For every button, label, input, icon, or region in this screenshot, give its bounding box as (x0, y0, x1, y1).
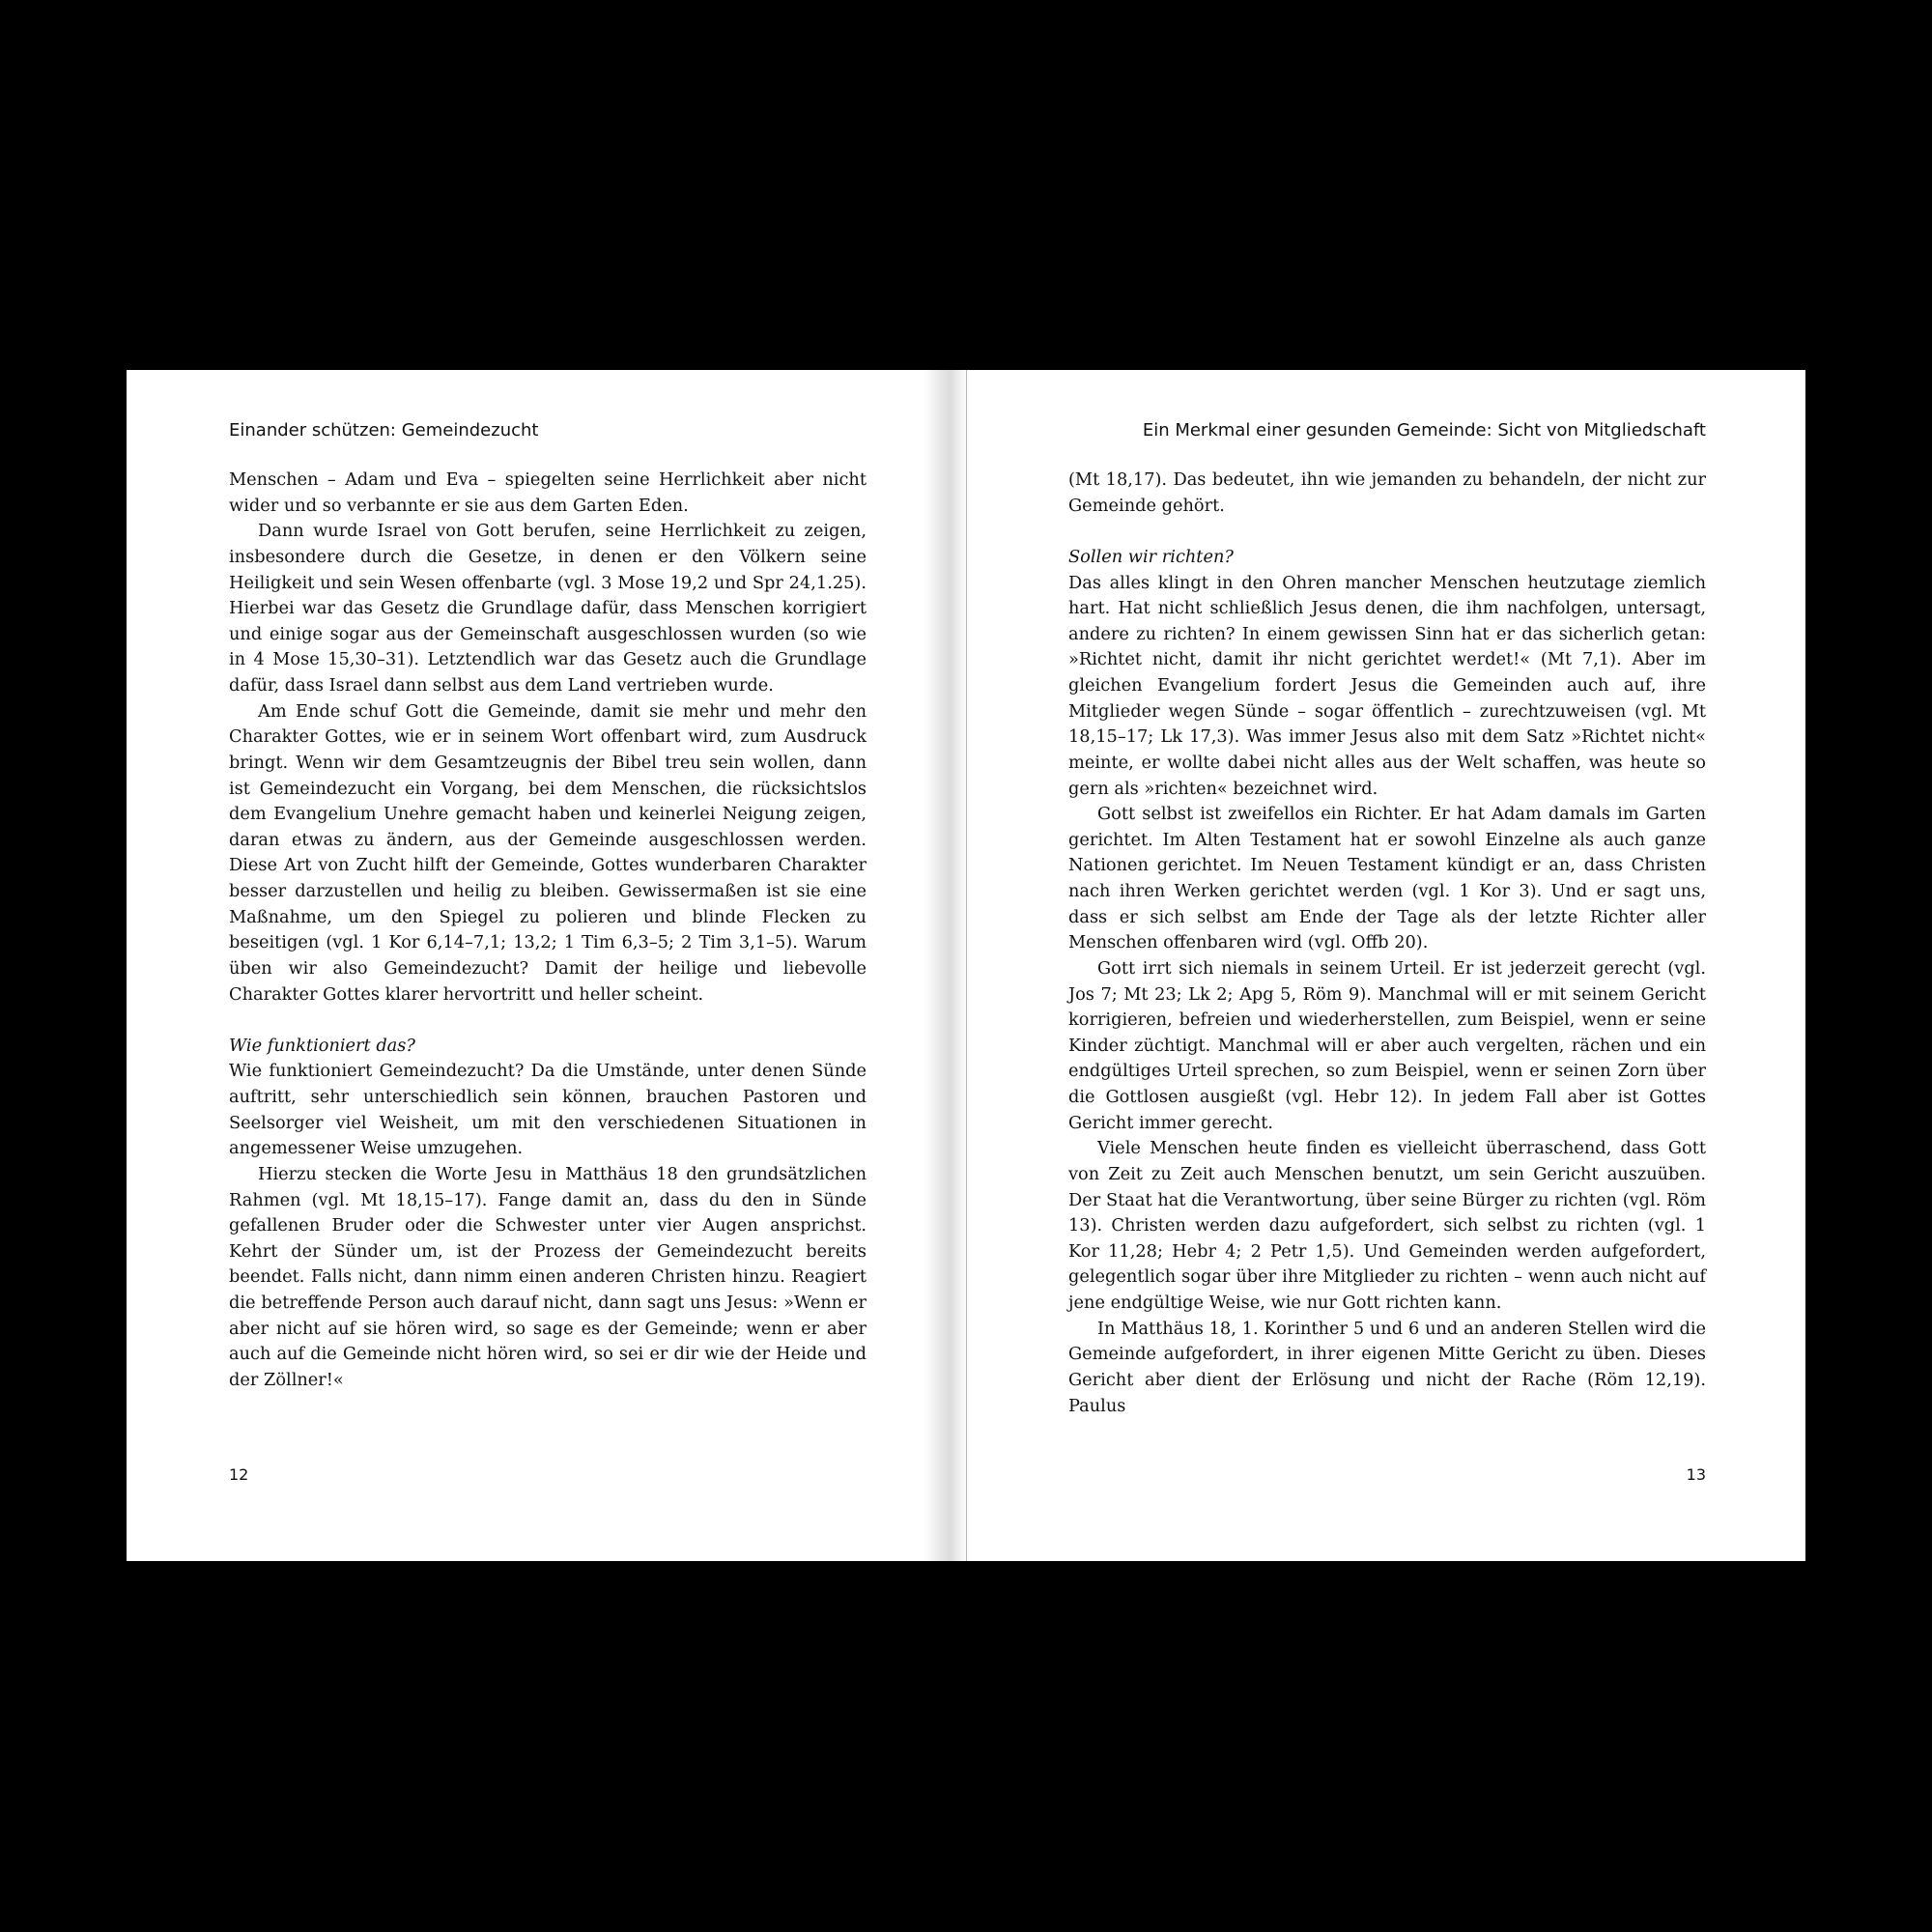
paragraph: Dann wurde Israel von Gott berufen, seine Herrlichkeit zu zeigen, insbesondere durch die Gesetze, in denen er den Völkern seine Heiligkeit und sein Wesen offenbarte (vgl. 3 Mose 19,2 und Spr 24,1.25). Hierbei war das Gesetz die Grundlage dafür, dass Menschen korrigiert und einige sogar aus der Gemeinschaft ausgeschlossen wurden (so wie in 4 Mose 15,30–31). Letztendlich war das Gesetz auch die Grundlage dafür, dass Israel dann selbst aus dem Land vertrieben wurde. (229, 522, 867, 696)
left-page (229, 370, 867, 1561)
paragraph: Am Ende schuf Gott die Gemeinde, damit sie mehr und mehr den Charakter Gottes, wie er in seinem Wort offenbart wird, zum Ausdruck bringt. Wenn wir dem Gesamtzeugnis der Bibel treu sein wollen, dann ist Gemeindezucht ein Vorgang, bei dem Menschen, die rücksichtslos dem Evangelium Unehre gemacht haben und keinerlei Neigung zeigen, daran etwas zu ändern, aus der Gemeinde ausgeschlossen werden. Diese Art von Zucht hilft der Gemeinde, Gottes wunderbaren Charakter besser darzustellen und heilig zu bleiben. Gewissermaßen ist sie eine Maßnahme, um den Spiegel zu polieren und blinde Flecken zu beseitigen (vgl. 1 Kor 6,14–7,1; 13,2; 1 Tim 6,3–5; 2 Tim 3,1–5). Warum üben wir also Gemeindezucht? Damit der heilige und liebevolle Charakter Gottes klarer hervortritt und heller scheint. (229, 701, 867, 1005)
page-body (1068, 468, 1706, 1419)
paragraph: Menschen – Adam und Eva – spiegelten seine Herrlichkeit aber nicht wider und so verbannte er sie aus dem Garten Eden. (229, 470, 867, 516)
paragraph: Gott selbst ist zweifellos ein Richter. Er hat Adam damals im Garten gerichtet. Im Alten Testament hat er sowohl Einzelne als auch ganze Nationen gerichtet. Im Neuen Testament kündigt er an, dass Christen nach ihren Werken gerichtet werden (vgl. 1 Kor 3). Und er sagt uns, dass er sich selbst am Ende der Tage als der letzte Richter aller Menschen offenbaren wird (vgl. Offb 20). (1068, 805, 1706, 953)
running-head: Einander schützen: Gemeindezucht (229, 420, 539, 440)
page-number: 13 (1686, 1465, 1706, 1484)
paragraph: Hierzu stecken die Worte Jesu in Matthäus 18 den grundsätzlichen Rahmen (vgl. Mt 18,15–17). Fange damit an, dass du den in Sünde gefallenen Bruder oder die Schwester unter vier Augen ansprichst. Kehrt der Sünder um, ist der Prozess der Gemeindezucht bereits beendet. Falls nicht, dann nimm einen anderen Christen hinzu. Reagiert die betreffende Person auch darauf nicht, dann sagt uns Jesus: »Wenn er aber nicht auf sie hören wird, so sage es der Gemeinde; wenn er aber auch auf die Gemeinde nicht hören wird, so sei er dir wie der Heide und der Zöllner!« (229, 1164, 867, 1390)
page-body (229, 468, 867, 1394)
book-gutter (924, 370, 967, 1561)
book-spread (127, 370, 1805, 1561)
paragraph: Wie funktioniert Gemeindezucht? Da die Umstände, unter denen Sünde auftritt, sehr unterschiedlich sein können, brauchen Pastoren und Seelsorger viel Weisheit, um mit den verschiedenen Situationen in angemessener Weise umzugehen. (229, 1062, 867, 1159)
section-subheading: Sollen wir richten? (1068, 547, 1234, 567)
paragraph: In Matthäus 18, 1. Korinther 5 und 6 und an anderen Stellen wird die Gemeinde aufgefordert, in ihrer eigenen Mitte Gericht zu üben. Dieses Gericht aber dient der Erlösung und nicht der Rache (Röm 12,19). Paulus (1068, 1319, 1706, 1416)
right-page (1068, 370, 1706, 1561)
page-edge-divider (966, 370, 967, 1561)
paragraph: Das alles klingt in den Ohren mancher Menschen heutzutage ziemlich hart. Hat nicht schließlich Jesus denen, die ihm nachfolgen, untersagt, andere zu richten? In einem gewissen Sinn hat er das sicherlich getan: »Richtet nicht, damit ihr nicht gerichtet werdet!« (Mt 7,1). Aber im gleichen Evangelium fordert Jesus die Gemeinden auch auf, ihre Mitglieder wegen Sünde – sogar öffentlich – zurechtzuweisen (vgl. Mt 18,15–17; Lk 17,3). Was immer Jesus also mit dem Satz »Richtet nicht« meinte, er wollte dabei nicht alles aus der Welt schaffen, was heute so gern als »richten« bezeichnet wird. (1068, 573, 1706, 799)
section-subheading: Wie funktioniert das? (229, 1036, 415, 1056)
page-number: 12 (229, 1465, 249, 1484)
paragraph: Viele Menschen heute finden es vielleicht überraschend, dass Gott von Zeit zu Zeit auch Menschen benutzt, um sein Gericht auszuüben. Der Staat hat die Verantwortung, über seine Bürger zu richten (vgl. Röm 13). Christen werden dazu aufgefordert, sich selbst zu richten (vgl. 1 Kor 11,28; Hebr 4; 2 Petr 1,5). Und Gemeinden werden aufgefordert, gelegentlich sogar über ihre Mitglieder zu richten – wenn auch nicht auf jene endgültige Weise, wie nur Gott richten kann. (1068, 1139, 1706, 1313)
paragraph: Gott irrt sich niemals in seinem Urteil. Er ist jederzeit gerecht (vgl. Jos 7; Mt 23; Lk 2; Apg 5, Röm 9). Manchmal will er mit seinem Gericht korrigieren, befreien und wiederherstellen, zum Beispiel, wenn er seine Kinder züchtigt. Manchmal will er aber auch vergelten, rächen und ein endgültiges Urteil sprechen, so zum Beispiel, wenn er seinen Zorn über die Gottlosen ausgießt (vgl. Hebr 12). In jedem Fall aber ist Gottes Gericht immer gerecht. (1068, 958, 1706, 1133)
running-head: Ein Merkmal einer gesunden Gemeinde: Sicht von Mitgliedschaft (1142, 420, 1706, 440)
paragraph: (Mt 18,17). Das bedeutet, ihn wie jemanden zu behandeln, der nicht zur Gemeinde gehört. (1068, 470, 1706, 516)
